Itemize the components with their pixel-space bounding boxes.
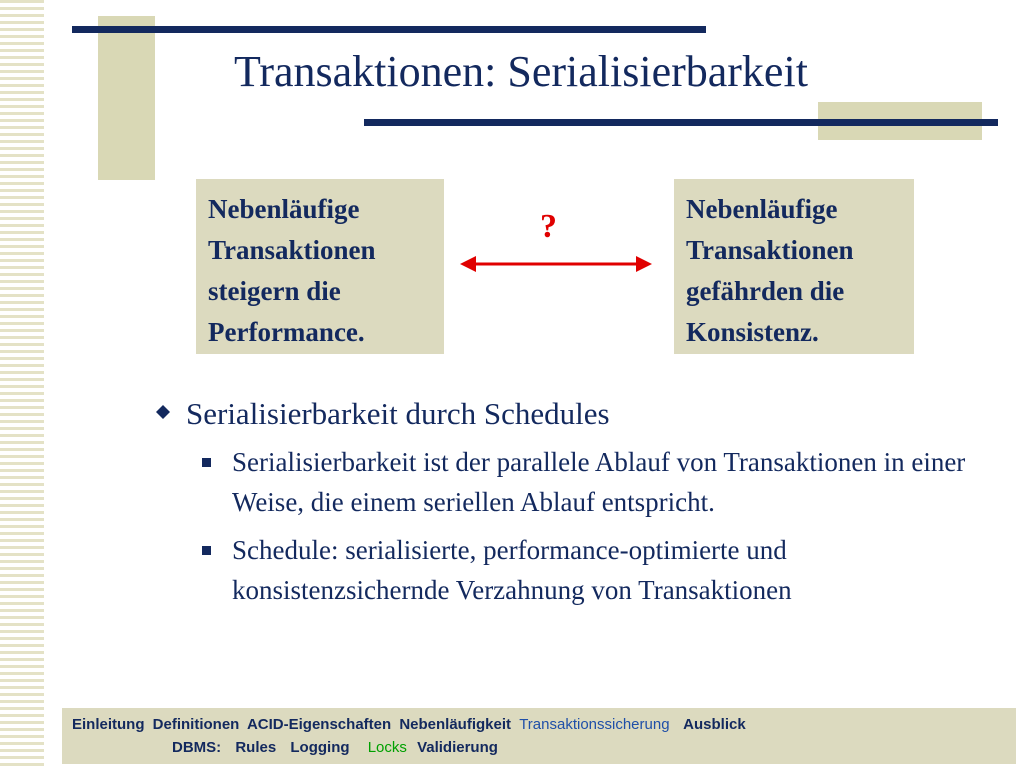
consistency-box-line: Transaktionen [686, 235, 854, 265]
sub-bullet-text: Schedule: serialisierte, performance-optimierte und konsistenzsichernde Verzahnung von Transaktionen [232, 535, 792, 605]
title-rule-top [72, 26, 706, 33]
slide-title: Transaktionen: Serialisierbarkeit [234, 47, 808, 96]
square-bullet-icon [202, 458, 211, 467]
footer-row-dbms [172, 739, 502, 756]
footer-link-rules[interactable]: Rules [235, 739, 277, 756]
footer-link-ausblick[interactable]: Ausblick [683, 716, 746, 733]
footer-link-definitionen[interactable]: Definitionen [152, 716, 240, 733]
performance-box [196, 179, 444, 354]
footer-label-dbms: DBMS: [172, 739, 222, 756]
bullet-list [150, 392, 990, 610]
consistency-box-line: Konsistenz. [686, 317, 819, 347]
top-left-decoration-block [98, 16, 155, 180]
diamond-bullet-icon [156, 405, 170, 419]
footer-link-nebenlaeufigkeit[interactable]: Nebenläufigkeit [399, 716, 512, 733]
bullet-main-text: Serialisierbarkeit durch Schedules [186, 396, 610, 431]
footer-link-acid[interactable]: ACID-Eigenschaften [246, 716, 392, 733]
consistency-box-line: gefährden die [686, 276, 845, 306]
bullet-main [150, 392, 990, 436]
square-bullet-icon [202, 546, 211, 555]
sub-bullet [150, 442, 990, 522]
footer-link-validierung[interactable]: Validierung [417, 739, 498, 756]
title-rule-bottom [364, 119, 998, 126]
double-headed-arrow-icon [458, 250, 654, 278]
performance-box-line: steigern die [208, 276, 341, 306]
performance-box-line: Performance. [208, 317, 365, 347]
footer-row-topics [72, 716, 750, 733]
footer-link-einleitung[interactable]: Einleitung [72, 716, 145, 733]
consistency-box-line: Nebenläufige [686, 194, 838, 224]
footer-navigation [62, 708, 1016, 764]
consistency-box [674, 179, 914, 354]
sub-bullet-text: Serialisierbarkeit ist der parallele Ablauf von Transaktionen in einer Weise, die einem seriellen Ablauf entspricht. [232, 447, 966, 517]
footer-link-transaktionssicherung[interactable]: Transaktionssicherung [519, 716, 670, 733]
sub-bullet [150, 530, 990, 610]
footer-link-locks[interactable]: Locks [367, 739, 407, 756]
question-mark: ? [540, 208, 557, 245]
performance-box-line: Transaktionen [208, 235, 376, 265]
performance-box-line: Nebenläufige [208, 194, 360, 224]
striped-side-decoration [0, 0, 44, 768]
footer-link-logging[interactable]: Logging [290, 739, 350, 756]
